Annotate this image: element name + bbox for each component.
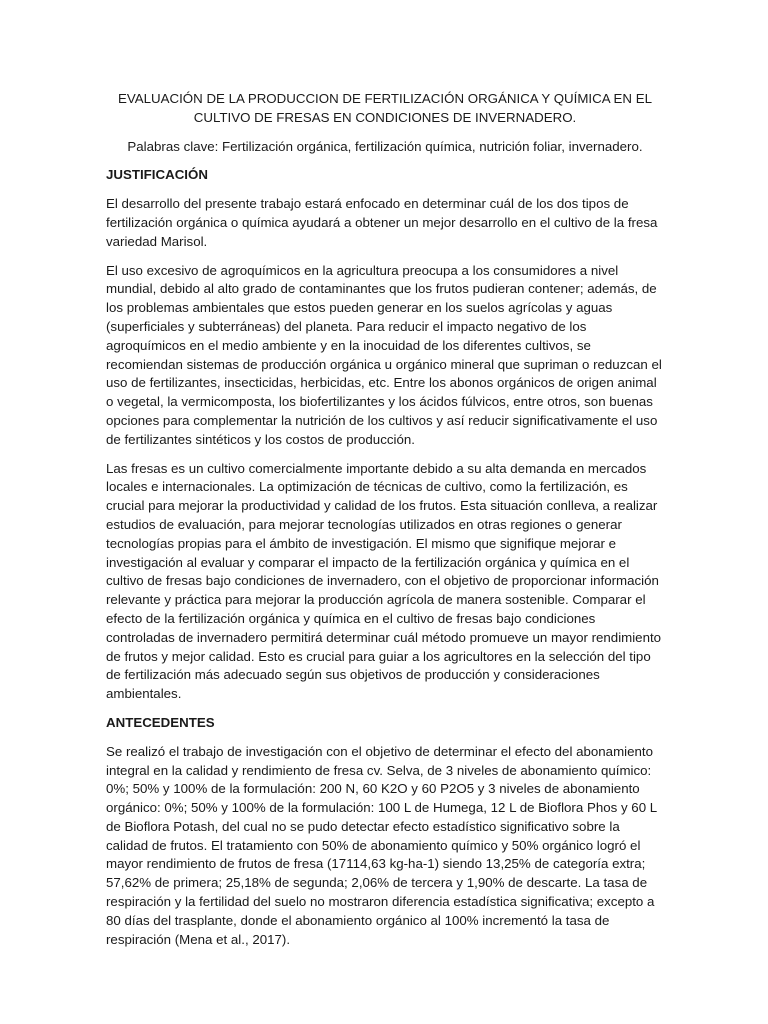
justificacion-paragraph-2: El uso excesivo de agroquímicos en la agricultura preocupa a los consumidores a nivel mundial, debido al alto grado de contaminantes que los frutos pudieran contener; además, de los problemas ambientales que estos pueden generar en los suelos agrícolas y aguas (superficiales y subterráneas) del planeta. Para reducir el impacto negativo de los agroquímicos en el medio ambiente y en la inocuidad de los diferentes cultivos, se recomiendan sistemas de producción orgánica u orgánico mineral que supriman o reduzcan el uso de fertilizantes, insecticidas, herbicidas, etc. Entre los abonos orgánicos de origen animal o vegetal, la vermicomposta, los biofertilizantes y los ácidos fúlvicos, entre otros, son buenas opciones para complementar la nutrición de los cultivos y así reducir significativamente el uso de fertilizantes sintéticos y los costos de producción. xyxy=(106,262,662,447)
justificacion-paragraph-1: El desarrollo del presente trabajo estará enfocado en determinar cuál de los dos tipos de fertilización orgánica o química ayudará a obtener un mejor desarrollo en el cultivo de la fresa variedad Marisol. xyxy=(106,196,658,249)
document-title: EVALUACIÓN DE LA PRODUCCION DE FERTILIZACIÓN ORGÁNICA Y QUÍMICA EN EL CULTIVO DE FRESAS EN CONDICIONES DE INVERNADERO. xyxy=(118,91,652,125)
section-heading-antecedentes: ANTECEDENTES xyxy=(106,714,215,730)
document-page xyxy=(106,90,664,959)
antecedentes-paragraph-1: Se realizó el trabajo de investigación con el objetivo de determinar el efecto del abonamiento integral en la calidad y rendimiento de fresa cv. Selva, de 3 niveles de abonamiento químico: 0%; 50% y 100% de la formulación: 200 N, 60 K2O y 60 P2O5 y 3 niveles de abonamiento orgánico: 0%; 50% y 100% de la formulación: 100 L de Humega, 12 L de Bioflora Phos y 60 L de Bioflora Potash, del cual no se pudo detectar efecto estadístico significativo sobre la calidad de frutos. El tratamiento con 50% de abonamiento químico y 50% orgánico logró el mayor rendimiento de frutos de fresa (17114,63 kg-ha-1) siendo 13,25% de categoría extra; 57,62% de primera; 25,18% de segunda; 2,06% de tercera y 1,90% de descarte. La tasa de respiración y la fertilidad del suelo no mostraron diferencia estadística significativa; excepto a 80 días del trasplante, donde el abonamiento orgánico al 100% incrementó la tasa de respiración (Mena et al., 2017). xyxy=(106,743,657,947)
section-heading-justificacion: JUSTIFICACIÓN xyxy=(106,167,208,183)
keywords-line: Palabras clave: Fertilización orgánica, fertilización química, nutrición foliar, invernadero. xyxy=(127,138,643,154)
justificacion-paragraph-3: Las fresas es un cultivo comercialmente importante debido a su alta demanda en mercados locales e internacionales. La optimización de técnicas de cultivo, como la fertilización, es crucial para mejorar la productividad y calidad de los frutos. Esta situación conlleva, a realizar estudios de evaluación, para mejorar tecnologías utilizados en otras regiones o generar tecnologías propias para el ámbito de investigación. El mismo que signifique mejorar e investigación al evaluar y comparar el impacto de la fertilización orgánica y química en el cultivo de fresas bajo condiciones de invernadero, con el objetivo de proporcionar información relevante y práctica para mejorar la producción agrícola de manera sostenible. Comparar el efecto de la fertilización orgánica y química en el cultivo de fresas bajo condiciones controladas de invernadero permitirá determinar cuál método promueve un mayor rendimiento de frutos y mejor calidad. Esto es crucial para guiar a los agricultores en la selección del tipo de fertilización más adecuado según sus objetivos de producción y consideraciones ambientales. xyxy=(106,460,662,702)
